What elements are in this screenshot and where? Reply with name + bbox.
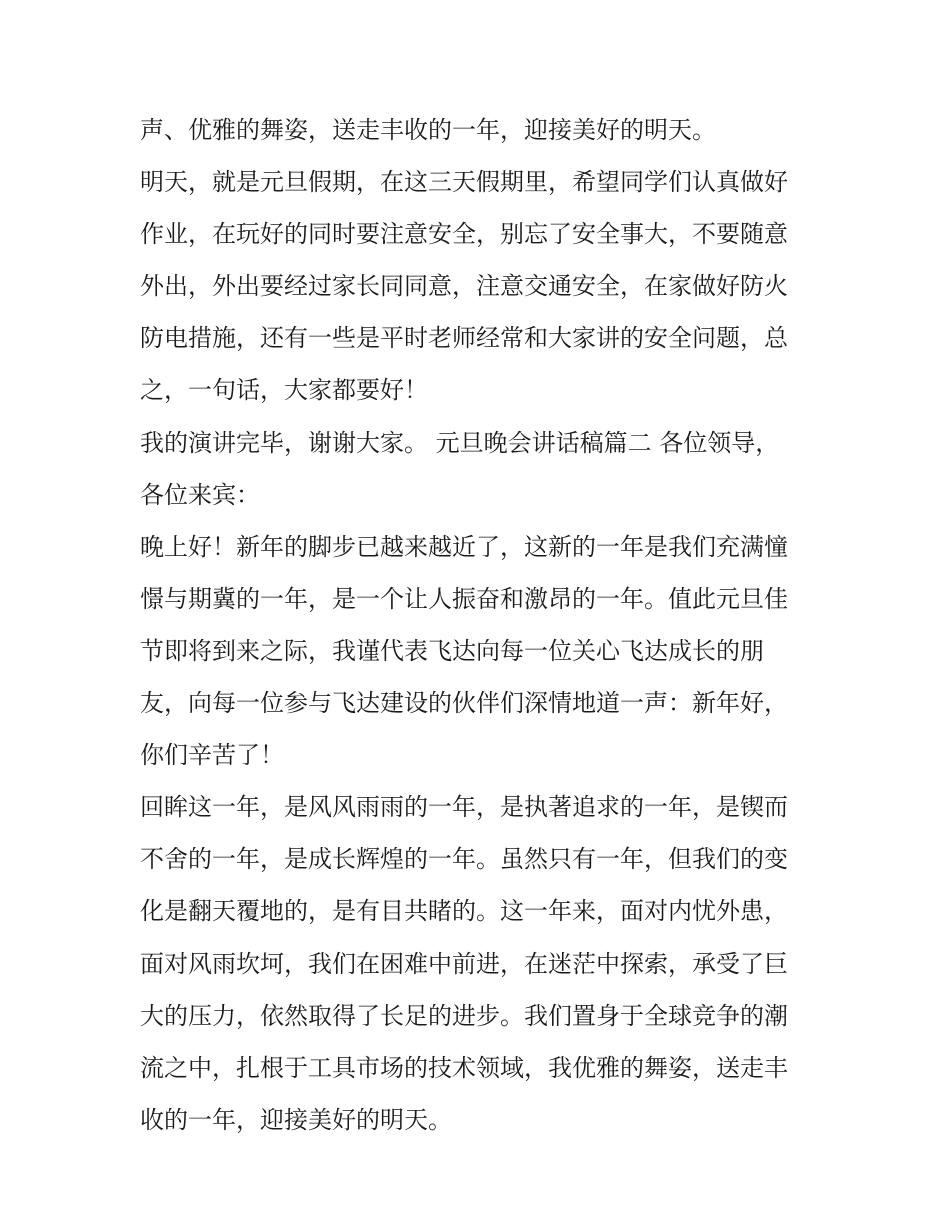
text-line: 面对风雨坎坷，我们在困难中前进，在迷茫中探索，承受了巨 bbox=[140, 949, 788, 978]
text-line: 友，向每一位参与飞达建设的伙伴们深情地道一声：新年好， bbox=[140, 689, 788, 718]
text-line: 化是翻天覆地的，是有目共睹的。这一年来，面对内忧外患， bbox=[140, 897, 788, 926]
text-line: 我的演讲完毕，谢谢大家。 元旦晚会讲话稿篇二 各位领导， bbox=[140, 428, 780, 457]
text-line: 大的压力，依然取得了长足的进步。我们置身于全球竞争的潮 bbox=[140, 1001, 788, 1030]
text-line: 外出，外出要经过家长同同意，注意交通安全，在家做好防火 bbox=[140, 272, 788, 301]
text-line: 流之中，扎根于工具市场的技术领域，我优雅的舞姿，送走丰 bbox=[140, 1053, 788, 1082]
text-line: 明天，就是元旦假期，在这三天假期里，希望同学们认真做好 bbox=[140, 168, 788, 197]
text-line: 憬与期冀的一年，是一个让人振奋和激昂的一年。值此元旦佳 bbox=[140, 584, 788, 613]
text-line: 节即将到来之际，我谨代表飞达向每一位关心飞达成长的朋 bbox=[140, 636, 764, 665]
text-line: 防电措施，还有一些是平时老师经常和大家讲的安全问题，总 bbox=[140, 324, 788, 353]
text-line: 各位来宾： bbox=[140, 480, 260, 509]
text-line: 作业，在玩好的同时要注意安全，别忘了安全事大，不要随意 bbox=[140, 220, 788, 249]
document-body bbox=[140, 104, 820, 1146]
text-line: 回眸这一年，是风风雨雨的一年，是执著追求的一年，是锲而 bbox=[140, 793, 788, 822]
text-line: 不舍的一年，是成长辉煌的一年。虽然只有一年，但我们的变 bbox=[140, 845, 788, 874]
text-line: 之，一句话，大家都要好！ bbox=[140, 376, 428, 405]
text-line: 声、优雅的舞姿，送走丰收的一年，迎接美好的明天。 bbox=[140, 116, 716, 144]
text-line: 你们辛苦了！ bbox=[140, 741, 284, 770]
text-line: 收的一年，迎接美好的明天。 bbox=[140, 1105, 452, 1134]
text-line: 晚上好！新年的脚步已越来越近了，这新的一年是我们充满憧 bbox=[140, 532, 788, 561]
